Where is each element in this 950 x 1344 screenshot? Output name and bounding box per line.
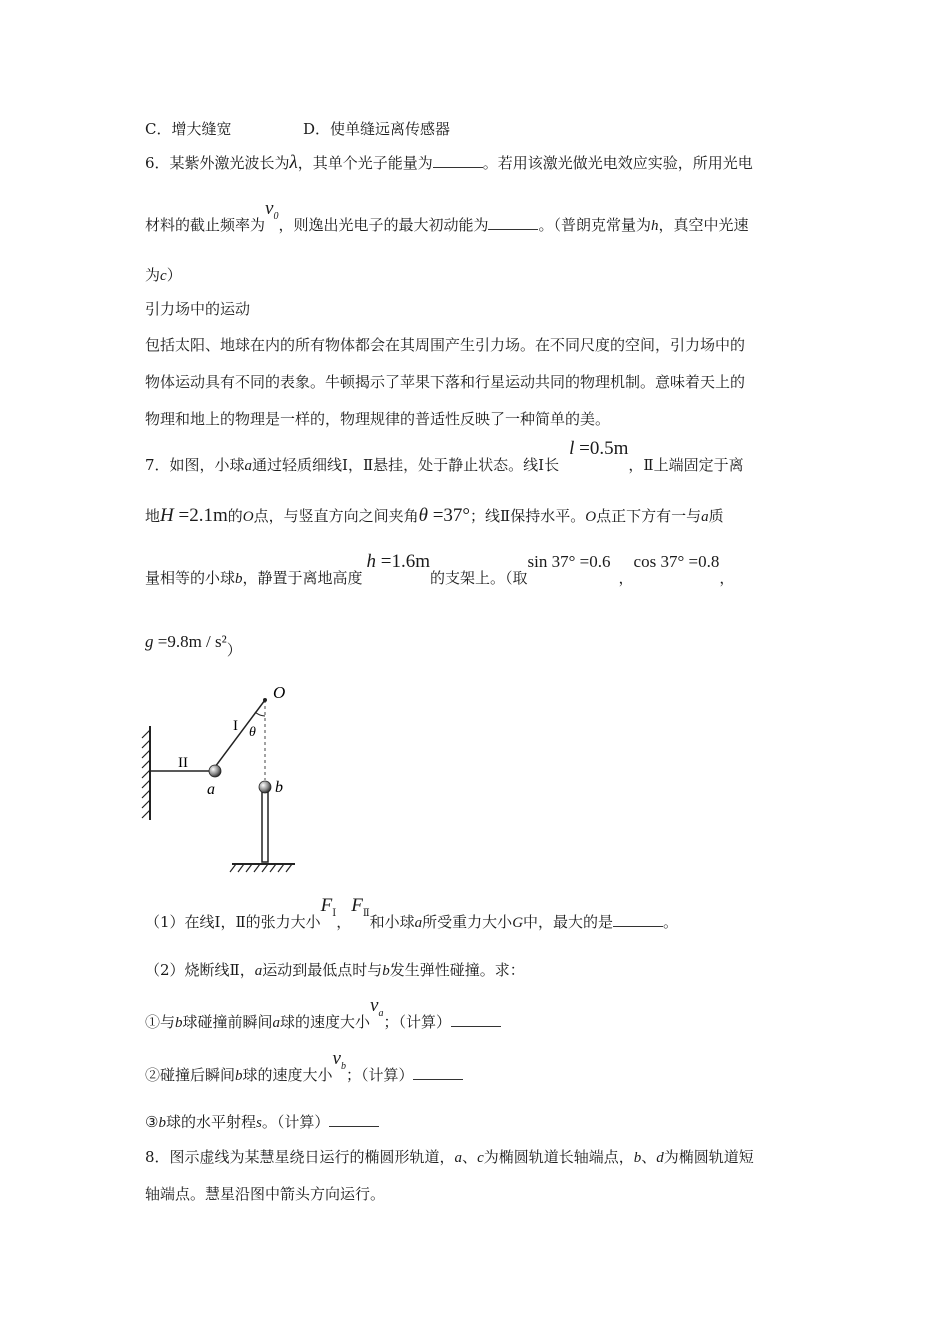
wall-hatch [142,730,150,818]
section-line-1: 包括太阳、地球在内的所有物体都会在其周围产生引力场。在不同尺度的空间，引力场中的 [145,336,746,354]
ball-a [209,765,221,777]
point-O [263,698,267,702]
label-theta: θ [249,725,256,740]
q7-line-2: 地H =2.1m的O点，与竖直方向之间夹角θ =37°；线Ⅱ保持水平。O点正下方有一与a质 [145,505,724,526]
options-line [145,119,451,139]
cos-value: cos 37° =0.8 [633,552,720,571]
sin-value: sin 37° =0.6 [527,552,611,571]
q7-sub-2: （2）烧断线Ⅱ，a运动到最低点时与b发生弹性碰撞。求： [145,961,525,979]
label-I: I [233,718,238,734]
F2-symbol: $F_Ⅱ$ [351,895,370,919]
section-line-3: 物理和地上的物理是一样的，物理规律的普适性反映了一种简单的美。 [145,410,611,428]
q7-item-3: ③b球的水平射程s。（计算） [145,1112,379,1133]
stand-pillar [262,792,268,862]
q7-blank-1[interactable] [613,912,663,927]
q8-line-1: 8．图示虚线为某慧星绕日运行的椭圆形轨道，a、c为椭圆轨道长轴端点，b、d为椭圆轨道短 [145,1148,754,1166]
q7-line-3: 量相等的小球b，静置于离地高度h =1.6m的支架上。（取sin 37° =0.6，cos 37° =0.8， [145,551,735,587]
option-c: C．增大缝宽 [145,120,232,138]
q6-blank-2[interactable] [488,215,538,230]
pendulum-figure [140,678,320,883]
va-symbol: $v_a$ [370,995,384,1019]
height-h-eq: h =1.6m [366,551,431,572]
lambda-symbol: λ [289,152,298,173]
angle-eq: θ =37° [418,505,471,526]
q6-blank-1[interactable] [433,153,483,168]
nu0-symbol: $\nu_0$ [265,198,279,222]
q8-line-2: 轴端点。慧星沿图中箭头方向运行。 [145,1185,386,1203]
ground-hatch [230,864,292,872]
option-d: D．使单缝远离传感器 [303,120,451,138]
section-title: 引力场中的运动 [145,300,251,318]
section-line-2: 物体运动具有不同的表象。牛顿揭示了苹果下落和行星运动共同的物理机制。意味着天上的 [145,373,746,391]
q7-blank-3[interactable] [413,1065,463,1080]
q7-sub-1: （1）在线Ⅰ，Ⅱ的张力大小$F_Ⅰ$，$F_Ⅱ$和小球a所受重力大小G中，最大的是 。 [145,895,679,931]
ball-b [259,781,271,793]
height-H-eq: H =2.1m [160,505,228,526]
q7-item-2: ②碰撞后瞬间b球的速度大小$v_b$；（计算） [145,1065,463,1093]
label-a: a [207,781,215,798]
q6-line-3: 为c） [145,266,182,284]
q6-line-1: 6．某紫外激光波长为λ，其单个光子能量为 。若用该激光做光电效应实验，所用光电 [145,152,753,173]
gravity-eq: g =9.8m / s² [145,632,227,651]
label-II: II [178,755,188,771]
F1-symbol: $F_Ⅰ$ [320,895,337,919]
label-b: b [275,779,283,796]
q7-blank-2[interactable] [451,1012,501,1027]
q7-item-1: ①与b球碰撞前瞬间a球的速度大小$v_a$；（计算） [145,1012,501,1040]
angle-arc [255,712,265,716]
thread-I [215,700,265,767]
length-eq: l =0.5m [569,438,629,459]
label-O: O [273,683,286,702]
q7-line-4: g =9.8m / s²） [145,632,242,659]
q7-line-1: 7．如图，小球a通过轻质细线Ⅰ，Ⅱ悬挂，处于静止状态。线Ⅰ长l =0.5m，Ⅱ上端固定于离 [145,438,744,474]
q7-blank-4[interactable] [329,1112,379,1127]
vb-symbol: $v_b$ [332,1048,346,1072]
q6-line-2: 材料的截止频率为$\nu_0$，则逸出光电子的最大初动能为 。（普朗克常量为h，真空中光速 [145,198,749,234]
